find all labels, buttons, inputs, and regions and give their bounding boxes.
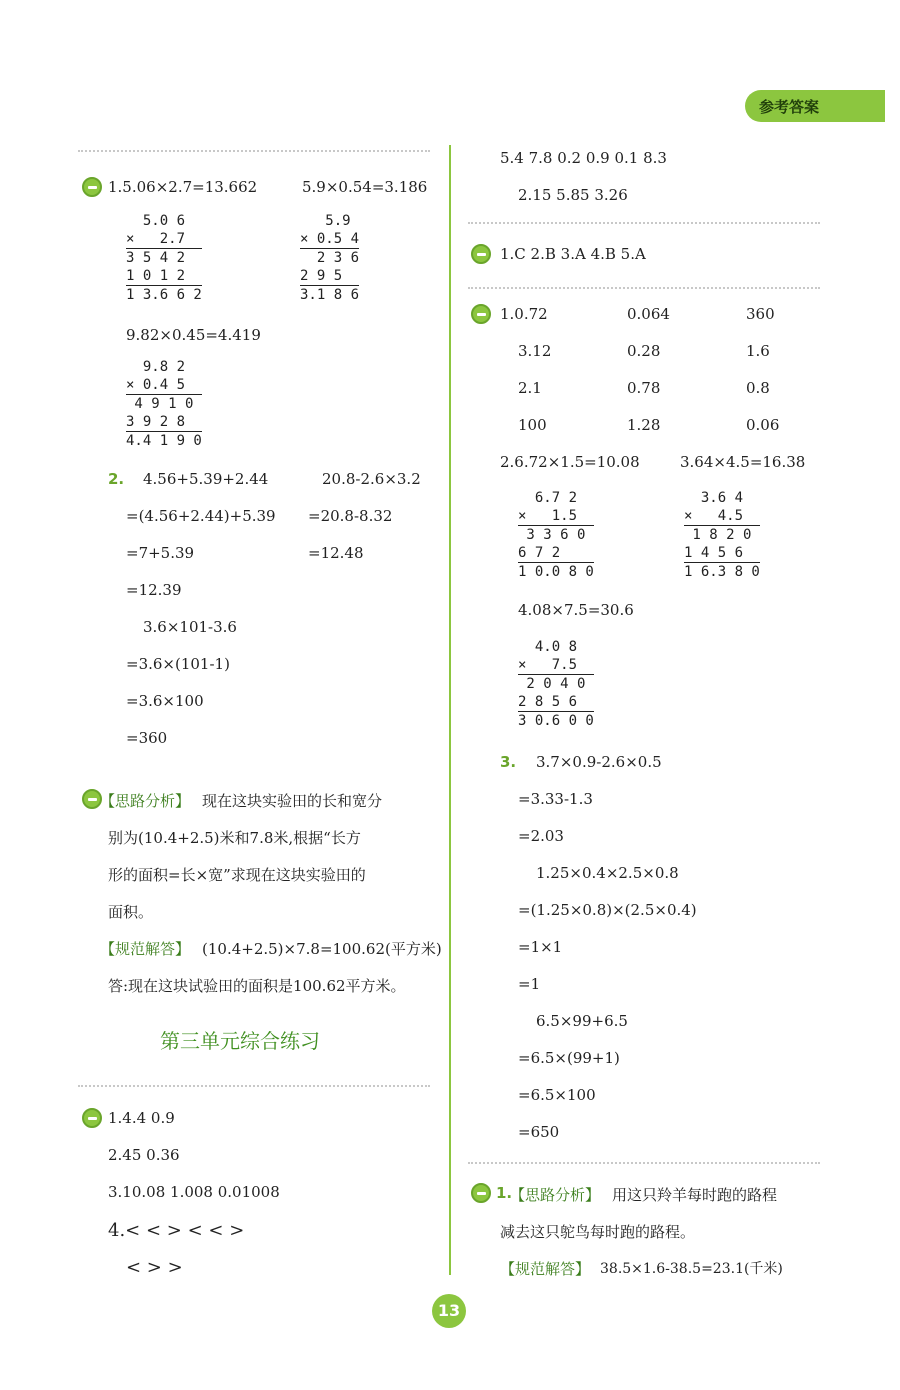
grid-cell: 100 — [518, 416, 547, 434]
calc-step: =650 — [518, 1123, 560, 1141]
vertical-calc: 5.9 × 0.5 4 2 3 6 2 9 5 3.1 8 6 — [300, 213, 360, 303]
grid-cell: 1.6 — [746, 342, 770, 360]
calc-step: =3.6×100 — [126, 692, 204, 710]
conclusion-text: 答:现在这块试验田的面积是100.62平方米。 — [108, 977, 406, 995]
vertical-calc: 4.0 8 × 7.5 2 0 4 0 2 8 5 6 3 0.6 0 0 — [518, 639, 594, 729]
answer-line: 1.4.4 0.9 — [108, 1109, 175, 1127]
calc-step: =360 — [126, 729, 168, 747]
calc-step: =6.5×(99+1) — [518, 1049, 620, 1067]
answer-line: 3.10.08 1.008 0.01008 — [108, 1183, 280, 1201]
analysis-text: 形的面积=长×宽”求现在这块实验田的 — [108, 866, 366, 884]
question-number: 1. — [496, 1184, 513, 1202]
calc-step: =1×1 — [518, 938, 563, 956]
calc-step: 20.8-2.6×3.2 — [322, 470, 421, 488]
grid-cell: 3.12 — [518, 342, 552, 360]
calc-step: =(4.56+2.44)+5.39 — [126, 507, 276, 525]
divider — [78, 1085, 430, 1087]
grid-cell: 0.28 — [627, 342, 661, 360]
grid-cell: 1.0.72 — [500, 305, 548, 323]
section-badge-icon — [471, 244, 491, 264]
page-number: 13 — [432, 1294, 466, 1328]
choice-answers: 1.C 2.B 3.A 4.B 5.A — [500, 245, 646, 263]
calc-step: =12.48 — [308, 544, 364, 562]
divider — [468, 287, 820, 289]
divider — [78, 150, 430, 152]
calc-step: =(1.25×0.8)×(2.5×0.4) — [518, 901, 697, 919]
section-badge-icon — [471, 1183, 491, 1203]
vertical-calc: 6.7 2 × 1.5 3 3 6 0 6 7 2 1 0.0 8 0 — [518, 490, 594, 580]
calc-step: =2.03 — [518, 827, 564, 845]
grid-cell: 0.064 — [627, 305, 670, 323]
calc-step: =3.6×(101-1) — [126, 655, 230, 673]
section-badge-icon — [471, 304, 491, 324]
answer-line: 4.08×7.5=30.6 — [518, 601, 634, 619]
calc-step: =7+5.39 — [126, 544, 195, 562]
grid-cell: 0.8 — [746, 379, 770, 397]
unit-heading: 第三单元综合练习 — [160, 1029, 320, 1053]
divider — [468, 1162, 820, 1164]
answer-label: 【规范解答】 — [500, 1260, 591, 1278]
grid-cell: 1.28 — [627, 416, 661, 434]
vertical-calc: 3.6 4 × 4.5 1 8 2 0 1 4 5 6 1 6.3 8 0 — [684, 490, 760, 580]
section-badge-icon — [82, 789, 102, 809]
section-badge-icon — [82, 1108, 102, 1128]
answer-line: 5.9×0.54=3.186 — [302, 178, 428, 196]
calc-step: 4.56+5.39+2.44 — [143, 470, 269, 488]
calc-step: 1.25×0.4×2.5×0.8 — [536, 864, 679, 882]
answer-line: 2.6.72×1.5=10.08 — [500, 453, 640, 471]
calc-step: 3.7×0.9-2.6×0.5 — [536, 753, 662, 771]
grid-cell: 0.78 — [627, 379, 661, 397]
analysis-text: 用这只羚羊每时跑的路程 — [612, 1186, 778, 1204]
answer-line: 5.4 7.8 0.2 0.9 0.1 8.3 — [500, 149, 667, 167]
grid-cell: 0.06 — [746, 416, 780, 434]
calc-step: =20.8-8.32 — [308, 507, 393, 525]
analysis-text: 现在这块实验田的长和宽分 — [202, 792, 383, 810]
section-badge-icon — [82, 177, 102, 197]
grid-cell: 2.1 — [518, 379, 542, 397]
grid-cell: 360 — [746, 305, 775, 323]
calc-step: 6.5×99+6.5 — [536, 1012, 628, 1030]
analysis-label: 【思路分析】 — [100, 792, 191, 810]
calc-step: 3.6×101-3.6 — [143, 618, 237, 636]
answer-label: 【规范解答】 — [100, 940, 191, 958]
answer-line: 4.< < > < < > — [108, 1220, 245, 1241]
calc-step: =12.39 — [126, 581, 182, 599]
analysis-text: 别为(10.4+2.5)米和7.8米,根据“长方 — [108, 829, 361, 847]
answer-text: (10.4+2.5)×7.8=100.62(平方米) — [202, 940, 442, 958]
answer-line: < > > — [126, 1257, 183, 1278]
analysis-text: 减去这只鸵鸟每时跑的路程。 — [500, 1223, 696, 1241]
answer-text: 38.5×1.6-38.5=23.1(千米) — [600, 1261, 783, 1277]
divider — [468, 222, 820, 224]
answer-line: 2.45 0.36 — [108, 1146, 180, 1164]
answer-line: 9.82×0.45=4.419 — [126, 326, 261, 344]
analysis-label: 【思路分析】 — [510, 1186, 601, 1204]
answer-line: 2.15 5.85 3.26 — [518, 186, 628, 204]
vertical-calc: 9.8 2 × 0.4 5 4 9 1 0 3 9 2 8 4.4 1 9 0 — [126, 359, 202, 449]
answer-key-label: 参考答案 — [759, 98, 820, 116]
calc-step: =1 — [518, 975, 541, 993]
answer-key-tab — [745, 90, 885, 122]
calc-step: =6.5×100 — [518, 1086, 596, 1104]
question-number: 2. — [108, 470, 125, 488]
column-divider — [449, 145, 451, 1275]
calc-step: =3.33-1.3 — [518, 790, 593, 808]
analysis-text: 面积。 — [108, 903, 154, 921]
question-number: 3. — [500, 753, 517, 771]
vertical-calc: 5.0 6 × 2.7 3 5 4 2 1 0 1 2 1 3.6 6 2 — [126, 213, 202, 303]
answer-line: 1.5.06×2.7=13.662 — [108, 178, 258, 196]
answer-line: 3.64×4.5=16.38 — [680, 453, 806, 471]
